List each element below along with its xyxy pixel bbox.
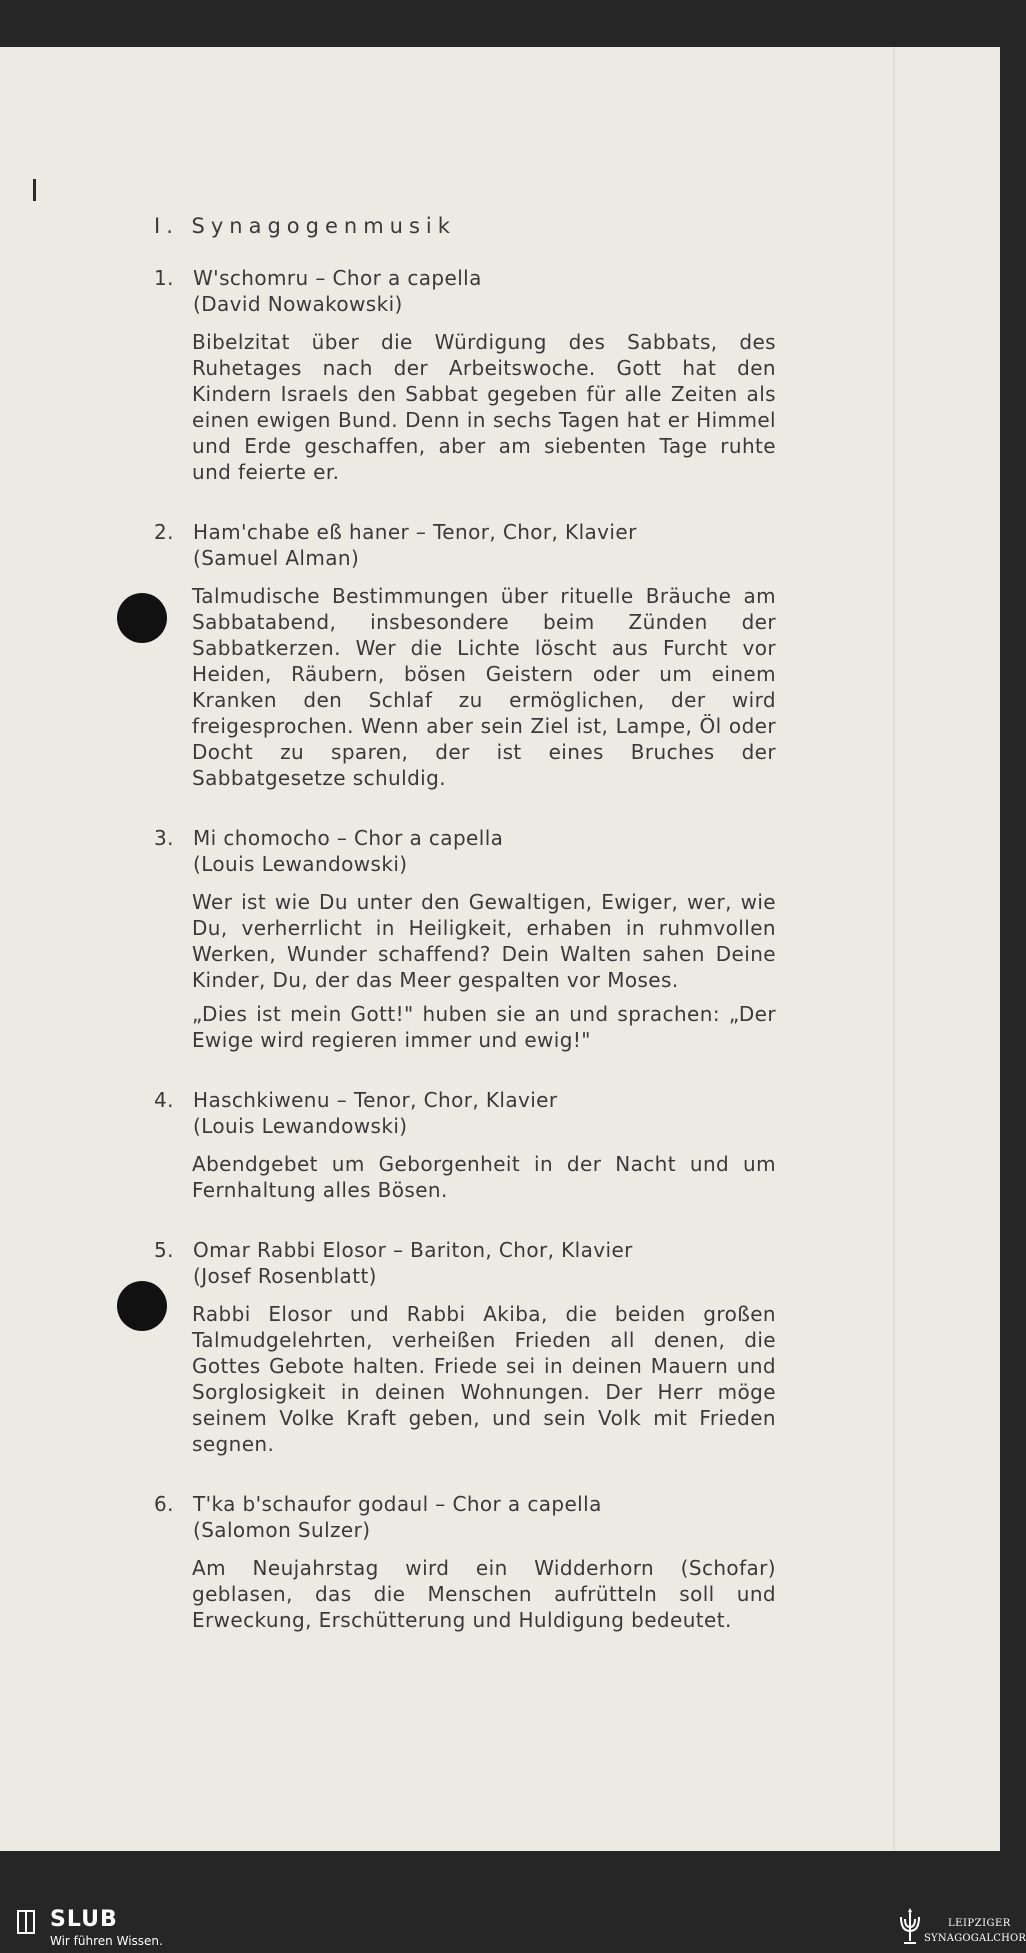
document-page — [0, 47, 1000, 1851]
item-description — [154, 889, 776, 1053]
item-composer: (David Nowakowski) — [193, 292, 403, 316]
item-description — [154, 1151, 776, 1203]
menorah-logo-icon — [895, 1907, 925, 1947]
program-item — [154, 1087, 776, 1203]
item-number: 1. — [154, 266, 174, 290]
item-title-block — [154, 1491, 776, 1543]
program-content — [154, 213, 776, 1667]
program-item — [154, 825, 776, 1053]
item-description — [154, 1555, 776, 1633]
item-number: 5. — [154, 1238, 174, 1262]
item-title-block — [154, 1087, 776, 1139]
paper-fold-line — [893, 47, 895, 1851]
item-title: Ham'chabe eß haner – Tenor, Chor, Klavier — [193, 520, 637, 544]
section-heading: I. Synagogenmusik — [154, 214, 456, 238]
item-title-block — [154, 265, 776, 317]
item-composer: (Josef Rosenblatt) — [193, 1264, 377, 1288]
item-number: 3. — [154, 826, 174, 850]
item-number: 4. — [154, 1088, 174, 1112]
description-paragraph: Bibelzitat über die Würdigung des Sabbats, des Ruhetages nach der Arbeitswoche. Gott hat den Kindern Israels den Sabbat gegeben für alle Zeiten als einen ewigen Bund. Denn in sechs Tagen hat er Himmel und Erde geschaffen, aber am siebenten Tage ruhte und feierte er. — [192, 330, 776, 484]
item-title-block — [154, 519, 776, 571]
item-description — [154, 329, 776, 485]
chor-name-line2: SYNAGOGALCHOR — [924, 1933, 1026, 1944]
item-composer: (Samuel Alman) — [193, 546, 360, 570]
program-item — [154, 1491, 776, 1633]
item-title: T'ka b'schaufor godaul – Chor a capella — [193, 1492, 602, 1516]
item-number: 2. — [154, 520, 174, 544]
program-list — [154, 265, 776, 1633]
slub-name: SLUB — [50, 1907, 118, 1932]
item-composer: (Louis Lewandowski) — [193, 852, 408, 876]
program-item — [154, 265, 776, 485]
chor-name-line1: LEIPZIGER — [948, 1918, 1011, 1929]
description-paragraph: Am Neujahrstag wird ein Widderhorn (Schofar) geblasen, das die Menschen aufrütteln soll und Erweckung, Erschütterung und Huldigung bedeutet. — [192, 1556, 776, 1632]
description-paragraph: „Dies ist mein Gott!" huben sie an und sprachen: „Der Ewige wird regieren immer und ewig!" — [192, 1002, 776, 1052]
item-composer: (Salomon Sulzer) — [193, 1518, 371, 1542]
item-title: Haschkiwenu – Tenor, Chor, Klavier — [193, 1088, 558, 1112]
item-title: Mi chomocho – Chor a capella — [193, 826, 504, 850]
program-item — [154, 1237, 776, 1457]
item-title-block — [154, 825, 776, 877]
description-paragraph: Rabbi Elosor und Rabbi Akiba, die beiden großen Talmudgelehrten, verheißen Frieden all denen, die Gottes Gebote halten. Friede sei in deinen Mauern und Sorglosigkeit in deinen Wohnungen. Der Herr möge seinem Volke Kraft geben, und sein Volk mit Frieden segnen. — [192, 1302, 776, 1456]
item-composer: (Louis Lewandowski) — [193, 1114, 408, 1138]
description-paragraph: Wer ist wie Du unter den Gewaltigen, Ewiger, wer, wie Du, verherrlicht in Heiligkeit, erhaben in ruhmvollen Werken, Wunder schaffend? Dein Walten sahen Deine Kinder, Du, der das Meer gespalten vor Moses. — [192, 890, 776, 992]
program-item — [154, 519, 776, 791]
description-paragraph: Abendgebet um Geborgenheit in der Nacht und um Fernhaltung alles Bösen. — [192, 1152, 776, 1202]
item-title: Omar Rabbi Elosor – Bariton, Chor, Klavier — [193, 1238, 633, 1262]
scan-bottom-border — [0, 1851, 1000, 1901]
slub-logo-icon — [16, 1909, 36, 1935]
slub-tagline: Wir führen Wissen. — [50, 1934, 163, 1948]
item-number: 6. — [154, 1492, 174, 1516]
viewer-footer — [0, 1901, 1026, 1953]
scan-top-border — [0, 0, 1000, 47]
item-title-block — [154, 1237, 776, 1289]
item-description — [154, 1301, 776, 1457]
item-description — [154, 583, 776, 791]
description-paragraph: Talmudische Bestimmungen über rituelle Bräuche am Sabbatabend, insbesondere beim Zünden der Sabbatkerzen. Wer die Lichte löscht aus Furcht vor Heiden, Räubern, bösen Geistern oder um einem Kranken den Schlaf zu ermöglichen, der wird freigesprochen. Wenn aber sein Ziel ist, Lampe, Öl oder Docht zu sparen, der ist eines Bruches der Sabbatgesetze schuldig. — [192, 584, 776, 790]
item-title: W'schomru – Chor a capella — [193, 266, 482, 290]
margin-mark — [33, 179, 36, 201]
